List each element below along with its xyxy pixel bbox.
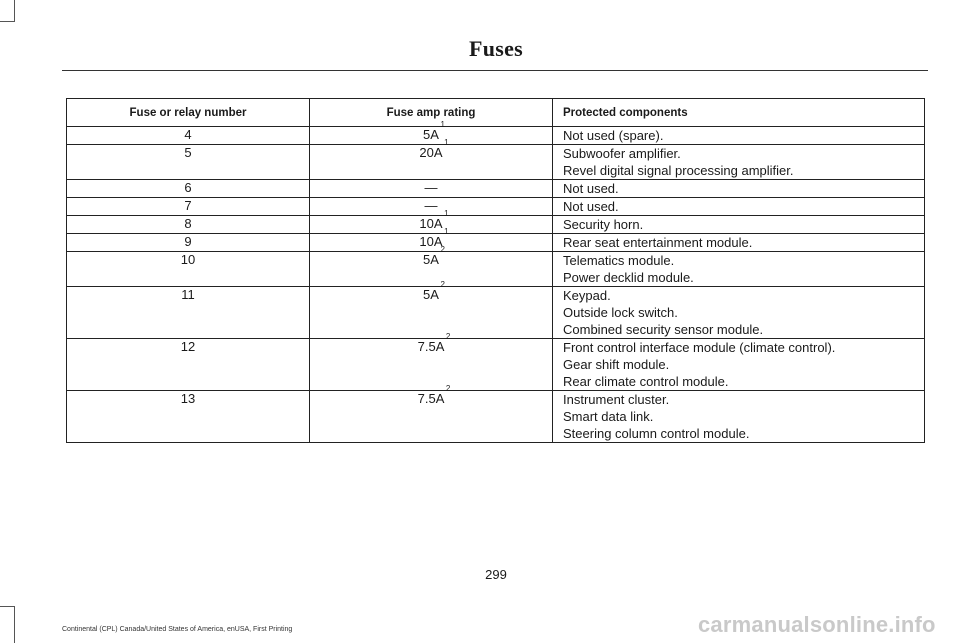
crop-mark-top-left-horizontal [0,21,15,22]
component-line: Outside lock switch. [563,305,678,320]
protected-components-cell [553,216,925,234]
amp-rating-cell [310,332,553,391]
component-line: Instrument cluster. [563,392,670,407]
table-row [67,339,925,391]
protected-components-cell [553,180,925,198]
protected-components-cell [553,287,925,339]
watermark: carmanualsonline.info [698,612,936,637]
column-header-fuse-number: Fuse or relay number [67,99,310,127]
table-row [67,127,925,145]
crop-mark-top-left-vertical [14,0,15,22]
column-header-amp-rating: Fuse amp rating [310,99,553,127]
amp-rating-value [417,332,451,354]
footnote-marker: 1 [440,120,445,129]
fuse-number-cell: 7 [67,198,310,216]
component-line: Security horn. [563,217,644,232]
amp-rating-value [425,180,438,195]
footer-doc-text: Continental (CPL) Canada/United States of America, enUSA, First Printing [62,626,293,633]
table-row [67,391,925,443]
column-header-protected-components: Protected components [553,99,925,127]
footnote-marker: 2 [440,280,445,289]
amp-rating-text: 20A [419,145,443,160]
component-line: Gear shift module. [563,357,670,372]
amp-rating-cell [310,138,553,180]
table-header-row [67,99,925,127]
component-line: Combined security sensor module. [563,322,764,337]
protected-components-cell [553,127,925,145]
amp-rating-cell [310,384,553,443]
fuse-number-cell: 9 [67,234,310,252]
fuse-number-cell: 8 [67,216,310,234]
amp-rating-cell [310,227,553,252]
title-rule [62,70,928,71]
amp-rating-cell [310,209,553,234]
amp-rating-text: 10A [419,216,443,231]
fuse-number-cell: 4 [67,127,310,145]
table-row [67,234,925,252]
fuse-number-cell: 5 [67,145,310,180]
amp-rating-cell [310,180,553,198]
amp-rating-text: 7.5A [417,391,445,406]
footnote-marker: 1 [444,227,449,236]
component-line: Telematics module. [563,253,675,268]
protected-components-cell [553,198,925,216]
fuse-number-cell: 13 [67,391,310,443]
amp-rating-cell [310,280,553,339]
amp-rating-text: 7.5A [417,339,445,354]
table-row [67,216,925,234]
protected-components-cell [553,391,925,443]
footnote-marker: 1 [444,138,449,147]
component-line: Front control interface module (climate control). [563,340,836,355]
fuse-number-cell: 11 [67,287,310,339]
component-line: Revel digital signal processing amplifier. [563,163,794,178]
footnote-marker: 1 [444,209,449,218]
component-line: Not used (spare). [563,128,664,143]
component-line: Power decklid module. [563,270,694,285]
amp-rating-text: — [424,198,438,213]
table-row [67,198,925,216]
footnote-marker: 2 [445,384,451,393]
protected-components-cell [553,252,925,287]
component-line: Rear climate control module. [563,374,729,389]
amp-rating-text: 5A [423,127,439,142]
table-row [67,145,925,180]
amp-rating-value [423,280,445,302]
fuse-table-body [67,120,925,443]
component-line: Keypad. [563,288,611,303]
amp-rating-value [423,245,445,267]
fuse-number-cell: 6 [67,180,310,198]
amp-rating-text: 5A [423,252,439,267]
component-line: Not used. [563,181,619,196]
component-line: Steering column control module. [563,426,750,441]
amp-rating-value [419,138,449,160]
amp-rating-cell [310,120,553,145]
amp-rating-value [423,120,445,142]
footnote-marker: 2 [440,245,445,254]
component-line: Smart data link. [563,409,654,424]
amp-rating-value [419,209,449,231]
fuse-table [66,98,925,443]
amp-rating-text: 10A [419,234,443,249]
protected-components-cell [553,339,925,391]
fuse-number-cell: 10 [67,252,310,287]
amp-rating-text: — [424,180,438,195]
amp-rating-value [419,227,449,249]
table-row [67,252,925,287]
footnote-marker: 2 [445,332,451,341]
page-number: 299 [485,567,507,582]
component-line: Not used. [563,199,619,214]
protected-components-cell [553,145,925,180]
amp-rating-cell [310,245,553,287]
component-line: Subwoofer amplifier. [563,146,681,161]
amp-rating-value [417,384,451,406]
crop-mark-bottom-left-vertical [14,606,15,643]
protected-components-cell [553,234,925,252]
component-line: Rear seat entertainment module. [563,235,753,250]
table-row [67,180,925,198]
fuse-number-cell: 12 [67,339,310,391]
crop-mark-bottom-left-horizontal [0,606,15,607]
amp-rating-value [425,198,438,213]
amp-rating-text: 5A [423,287,439,302]
section-title: Fuses [468,36,524,61]
amp-rating-cell [310,198,553,216]
table-row [67,287,925,339]
